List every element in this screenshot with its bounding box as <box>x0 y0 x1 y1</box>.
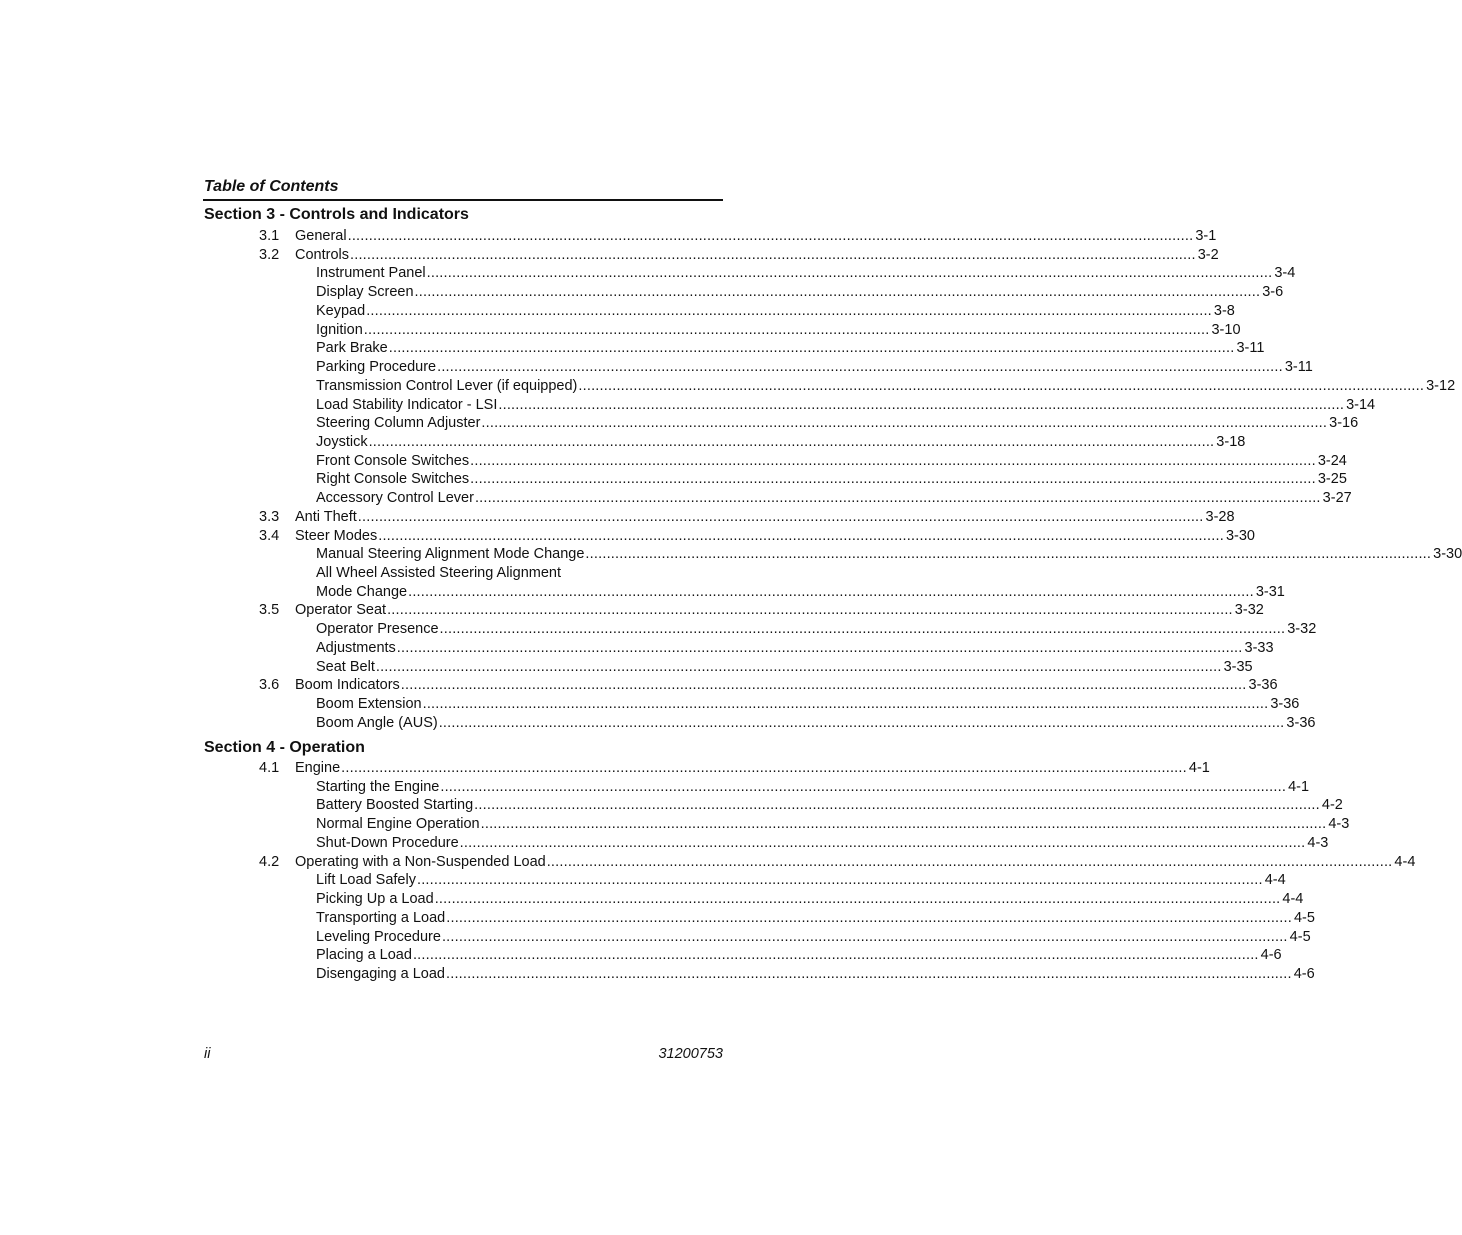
toc-entry-title: Operator Presence <box>316 621 439 638</box>
toc-entry[interactable] <box>316 283 1284 302</box>
toc-entry-page: 3-30 <box>1225 527 1255 544</box>
toc-entry-page: 3-11 <box>1284 359 1313 375</box>
dot-leader: ........................................................................................................................................................................................................ <box>396 639 1243 656</box>
toc-entry-title: Operator Seat <box>295 602 387 619</box>
toc-entry-page: 3-35 <box>1223 658 1253 675</box>
toc-entry-title: Leveling Procedure <box>316 928 441 945</box>
dot-leader: ........................................................................................................................................................................................................ <box>368 433 1215 450</box>
dot-leader: ........................................................................................................................................................................................................ <box>440 778 1287 795</box>
dot-leader: ........................................................................................................................................................................................................ <box>426 265 1273 282</box>
dot-leader: ........................................................................................................................................................................................................ <box>585 546 1432 563</box>
toc-entry[interactable] <box>316 639 1274 658</box>
dot-leader: ........................................................................................................................................................................................................ <box>498 396 1345 413</box>
toc-entry-title: Right Console Switches <box>316 471 470 488</box>
toc-entry-title: Steering Column Adjuster <box>316 415 481 432</box>
toc-entry[interactable] <box>259 527 1255 546</box>
dot-leader: ........................................................................................................................................................................................................ <box>363 321 1210 338</box>
toc-entry-page: 3-32 <box>1287 621 1317 638</box>
toc-entry[interactable] <box>316 946 1282 965</box>
toc-entry[interactable] <box>316 545 1462 564</box>
toc-entry-page: 3-11 <box>1236 340 1265 357</box>
toc-entry[interactable] <box>316 264 1296 283</box>
dot-leader: ........................................................................................................................................................................................................ <box>438 714 1285 731</box>
toc-entry-title: Placing a Load <box>316 947 412 964</box>
dot-leader: ........................................................................................................................................................................................................ <box>446 909 1292 926</box>
toc-entry[interactable] <box>316 564 723 583</box>
toc-entry[interactable] <box>316 358 1313 377</box>
dot-leader: ........................................................................................................................................................................................................ <box>388 340 1235 357</box>
toc-entry-page: 4-6 <box>1293 965 1315 982</box>
toc-entry[interactable] <box>316 470 1347 489</box>
toc-entry-title: Accessory Control Lever <box>316 490 474 507</box>
toc-entry-title: Joystick <box>316 433 368 450</box>
toc-entry[interactable] <box>316 778 1310 797</box>
footer-doc-number: 31200753 <box>658 1046 723 1062</box>
toc-entry[interactable] <box>259 759 1210 778</box>
dot-leader: ........................................................................................................................................................................................................ <box>378 527 1224 544</box>
toc-entry-title: Front Console Switches <box>316 452 470 469</box>
dot-leader: ........................................................................................................................................................................................................ <box>375 658 1222 675</box>
dot-leader: ........................................................................................................................................................................................................ <box>546 853 1393 870</box>
toc-entry[interactable] <box>316 583 1285 602</box>
toc-entry-page: 4-1 <box>1188 760 1210 776</box>
toc-entry[interactable] <box>259 601 1264 620</box>
toc-entry-title: Manual Steering Alignment Mode Change <box>316 546 585 563</box>
toc-entry-page: 4-5 <box>1293 909 1315 926</box>
toc-entry-number: 4.1 <box>259 760 280 776</box>
toc-entry-title: Operating with a Non-Suspended Load <box>295 853 546 870</box>
toc-entry[interactable] <box>316 928 1311 947</box>
dot-leader: ........................................................................................................................................................................................................ <box>439 621 1286 638</box>
toc-entry-page: 4-3 <box>1328 816 1350 833</box>
toc-entry-title: Keypad <box>316 302 366 319</box>
toc-entry-page: 3-32 <box>1234 602 1264 619</box>
dot-leader: ........................................................................................................................................................................................................ <box>441 928 1288 945</box>
dot-leader: ........................................................................................................................................................................................................ <box>474 797 1320 814</box>
toc-entry-page: 3-10 <box>1211 321 1241 338</box>
toc-entry-title: Controls <box>295 246 349 263</box>
toc-entry[interactable] <box>316 890 1304 909</box>
dot-leader: ........................................................................................................................................................................................................ <box>470 471 1316 488</box>
toc-entry-title: Parking Procedure <box>316 359 437 375</box>
toc-entry[interactable] <box>316 871 1286 890</box>
toc-entry-page: 3-4 <box>1274 265 1296 282</box>
toc-entry[interactable] <box>316 658 1253 677</box>
toc-entry-title: Boom Indicators <box>295 677 400 694</box>
toc-entry-title: Boom Angle (AUS) <box>316 714 438 731</box>
section-heading: Section 3 - Controls and Indicators <box>204 206 469 223</box>
toc-entry[interactable] <box>316 489 1352 508</box>
toc-entry-title: Instrument Panel <box>316 265 426 282</box>
dot-leader: ........................................................................................................................................................................................................ <box>578 377 1425 394</box>
toc-entry-title: Starting the Engine <box>316 778 440 795</box>
toc-entry-title: Lift Load Safely <box>316 872 416 889</box>
toc-entry-title: Shut-Down Procedure <box>316 834 459 851</box>
toc-entry-page: 3-12 <box>1426 377 1456 394</box>
toc-entry-page: 3-6 <box>1262 284 1284 301</box>
toc-entry-title: Battery Boosted Starting <box>316 797 474 814</box>
dot-leader: ........................................................................................................................................................................................................ <box>414 284 1261 301</box>
toc-entry[interactable] <box>316 321 1241 340</box>
dot-leader: ........................................................................................................................................................................................................ <box>446 965 1292 982</box>
toc-entry-title: Anti Theft <box>295 508 357 525</box>
toc-entry[interactable] <box>316 433 1246 452</box>
toc-entry[interactable] <box>316 714 1316 733</box>
toc-entry[interactable] <box>259 508 1235 527</box>
toc-entry[interactable] <box>316 620 1317 639</box>
toc-entry[interactable] <box>316 909 1315 928</box>
toc-entry-title: Load Stability Indicator - LSI <box>316 396 498 413</box>
dot-leader: ........................................................................................................................................................................................................ <box>412 947 1259 964</box>
toc-entry-page: 3-1 <box>1195 228 1217 244</box>
toc-entry-title: Park Brake <box>316 340 388 357</box>
toc-entry-page: 3-31 <box>1255 583 1285 600</box>
toc-entry-title: Disengaging a Load <box>316 965 445 982</box>
toc-entry-page: 3-36 <box>1248 677 1278 694</box>
dot-leader: ........................................................................................................................................................................................................ <box>474 490 1321 507</box>
dot-leader: ........................................................................................................................................................................................................ <box>470 452 1316 469</box>
toc-entry[interactable] <box>259 246 1219 265</box>
toc-entry-title: Normal Engine Operation <box>316 816 480 833</box>
dot-leader: ........................................................................................................................................................................................................ <box>387 602 1233 619</box>
dot-leader: ........................................................................................................................................................................................................ <box>350 246 1196 263</box>
dot-leader: ........................................................................................................................................................................................................ <box>347 228 1194 244</box>
toc-entry-page: 3-2 <box>1197 246 1219 263</box>
toc-entry-number: 3.2 <box>259 246 280 263</box>
toc-entry-title: Picking Up a Load <box>316 891 434 907</box>
toc-entry-page: 4-5 <box>1289 928 1311 945</box>
toc-entry-page: 3-36 <box>1286 714 1316 731</box>
toc-entry-title: Transporting a Load <box>316 909 446 926</box>
toc-entry-page: 4-2 <box>1321 797 1343 814</box>
toc-entry-page: 4-1 <box>1288 778 1310 795</box>
toc-entry[interactable] <box>316 965 1315 984</box>
toc-entry-page: 3-36 <box>1270 696 1300 712</box>
toc-entry-page: 4-3 <box>1307 834 1329 851</box>
toc-entry-title: Mode Change <box>316 583 408 600</box>
toc-entry-number: 3.5 <box>259 602 280 619</box>
toc-entry[interactable] <box>259 853 1416 872</box>
toc-entry[interactable] <box>259 227 1217 246</box>
toc-entry-title: Adjustments <box>316 639 396 656</box>
toc-entry-page: 4-6 <box>1260 947 1282 964</box>
dot-leader: ........................................................................................................................................................................................................ <box>357 508 1204 525</box>
toc-entry-page: 3-16 <box>1329 415 1359 432</box>
toc-entry[interactable] <box>316 339 1265 358</box>
toc-entry[interactable] <box>316 834 1329 853</box>
toc-entry-page: 3-25 <box>1317 471 1347 488</box>
dot-leader: ........................................................................................................................................................................................................ <box>434 891 1281 907</box>
dot-leader: ........................................................................................................................................................................................................ <box>408 583 1254 600</box>
dot-leader: ........................................................................................................................................................................................................ <box>341 760 1187 776</box>
dot-leader: ........................................................................................................................................................................................................ <box>416 872 1263 889</box>
toc-entry[interactable] <box>316 302 1235 321</box>
toc-entry-title: All Wheel Assisted Steering Alignment <box>316 565 562 581</box>
dot-leader: ........................................................................................................................................................................................................ <box>400 677 1247 694</box>
toc-entry-title: General <box>295 228 347 244</box>
dot-leader: ........................................................................................................................................................................................................ <box>422 696 1269 712</box>
toc-entry-page: 4-4 <box>1282 891 1304 907</box>
toc-entry-number: 3.1 <box>259 228 280 244</box>
toc-entry[interactable] <box>316 414 1359 433</box>
page-header-title: Table of Contents <box>204 178 339 195</box>
toc-entry-title: Display Screen <box>316 284 414 301</box>
toc-entry-page: 3-27 <box>1322 490 1352 507</box>
section-heading: Section 4 - Operation <box>204 739 365 756</box>
toc-entry-number: 3.3 <box>259 508 280 525</box>
toc-entry-title: Boom Extension <box>316 696 422 712</box>
toc-entry-page: 3-24 <box>1317 452 1347 469</box>
dot-leader: ........................................................................................................................................................................................................ <box>459 834 1306 851</box>
toc-entry-page: 4-4 <box>1264 872 1286 889</box>
header-divider <box>203 199 723 201</box>
toc-entry[interactable] <box>316 815 1350 834</box>
toc-entry-page: 3-8 <box>1213 302 1235 319</box>
toc-entry[interactable] <box>316 796 1343 815</box>
toc-entry-title: Steer Modes <box>295 527 378 544</box>
toc-entry-number: 4.2 <box>259 853 280 870</box>
toc-entry-number: 3.4 <box>259 527 280 544</box>
toc-entry-title: Seat Belt <box>316 658 375 675</box>
toc-entry-title: Transmission Control Lever (if equipped) <box>316 377 578 394</box>
toc-entry-title: Ignition <box>316 321 363 338</box>
toc-entry-page: 3-30 <box>1433 546 1462 563</box>
toc-entry-page: 4-4 <box>1394 853 1416 870</box>
toc-entry-title: Engine <box>295 760 341 776</box>
dot-leader: ........................................................................................................................................................................................................ <box>437 359 1283 375</box>
footer-page-label: ii <box>204 1046 211 1062</box>
toc-entry-page: 3-28 <box>1205 508 1235 525</box>
toc-entry-number: 3.6 <box>259 677 280 694</box>
toc-entry-page: 3-18 <box>1216 433 1246 450</box>
toc-entry-page: 3-14 <box>1346 396 1376 413</box>
dot-leader: ........................................................................................................................................................................................................ <box>366 302 1212 319</box>
dot-leader: ........................................................................................................................................................................................................ <box>480 816 1327 833</box>
dot-leader: ........................................................................................................................................................................................................ <box>481 415 1328 432</box>
toc-entry[interactable] <box>259 676 1278 695</box>
toc-entry[interactable] <box>316 377 1456 396</box>
toc-entry[interactable] <box>316 452 1347 471</box>
toc-entry[interactable] <box>316 695 1300 714</box>
toc-entry[interactable] <box>316 396 1376 415</box>
toc-entry-page: 3-33 <box>1244 639 1274 656</box>
